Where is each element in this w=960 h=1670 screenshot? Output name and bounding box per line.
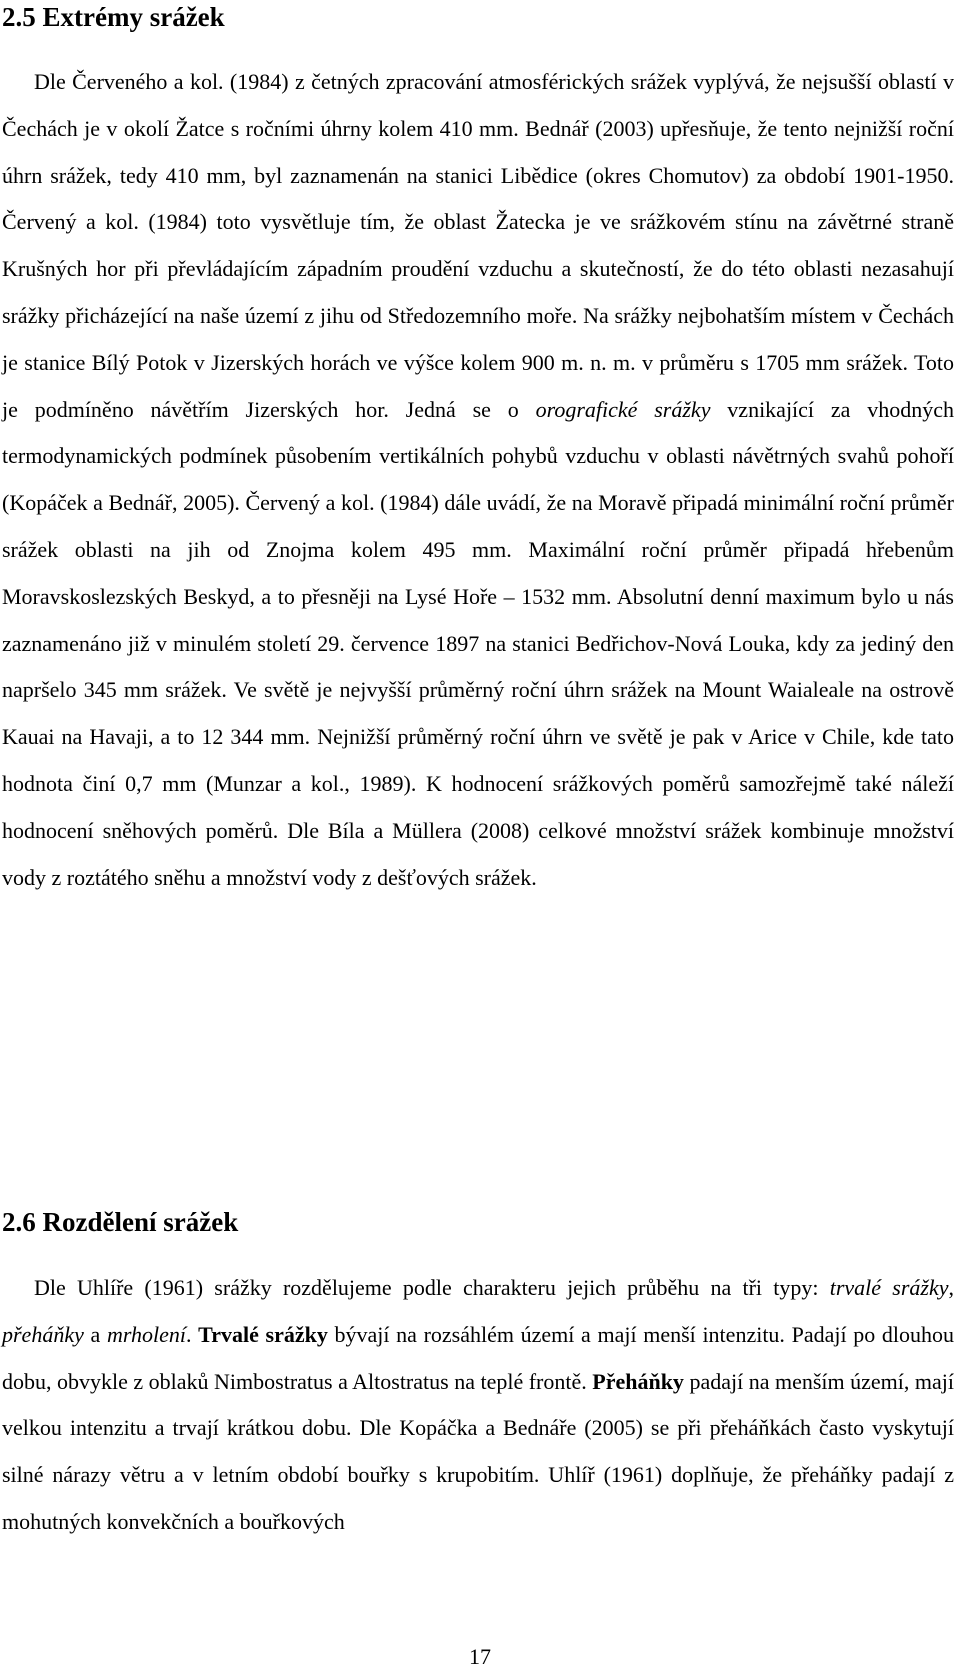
bold-term: Trvalé srážky [198,1321,328,1347]
body-paragraph [2,1265,954,1546]
paragraph-text: , [948,1275,954,1300]
paragraph-text: a [83,1321,107,1347]
paragraph-text: bývají na rozsáhlém území a mají menší intenzitu. Padají po dlouhou dobu, obvykle z oblaků Nimbostratus a Altostratus na teplé frontě. [2,1321,955,1394]
section-heading: 2.5 Extrémy srážek [2,2,225,32]
paragraph-text: vznikající za vhodných termodynamických podmínek působením vertikálních pohybů vzduchu v oblasti návětrných svahů pohoří (Kopáček a Bednář, 2005). Červený a kol. (1984) dále uvádí, že na Moravě připadá minimální roční průměr srážek oblasti na jih od Znojma kolem 495 mm. Maximální roční průměr připadá hřebenům Moravskoslezských Beskyd, a to přesněji na Lysé Hoře – 1532 mm. Absolutní denní maximum bylo u nás zaznamenáno již v minulém století 29. července 1897 na stanici Bedřichov-Nová Louka, kdy za jediný den napršelo 345 mm srážek. Ve světě je nejvyšší průměrný roční úhrn srážek na Mount Waialeale na ostrově Kauai na Havaji, a to 12 344 mm. Nejnižší průměrný roční úhrn ve světě je pak v Arice v Chile, kde tato hodnota činí 0,7 mm (Munzar a kol., 1989). K hodnocení srážkových poměrů samozřejmě také náleží hodnocení sněhových poměrů. Dle Bíla a Müllera (2008) celkové množství srážek kombinuje množství vody z roztátého sněhu a množství vody z dešťových srážek. [2,396,954,890]
page-number: 17 [469,1644,491,1669]
paragraph-text: padají na menším území, mají velkou intenzitu a trvají krátkou dobu. Dle Kopáčka a Bednáře (2005) se při přeháňkách často vyskytují silné nárazy větru a v letním období bouřky s krupobitím. Uhlíř (1961) doplňuje, že přeháňky padají z mohutných konvekčních a bouřkových [2,1368,954,1534]
italic-term: orografické srážky [535,396,711,422]
section-heading: 2.6 Rozdělení srážek [2,1207,239,1237]
paragraph-text: . [186,1321,199,1347]
paragraph-text: Dle Červeného a kol. (1984) z četných zpracování atmosférických srážek vyplývá, že nejsušší oblastí v Čechách je v okolí Žatce s ročními úhrny kolem 410 mm. Bednář (2003) upřesňuje, že tento nejnižší roční úhrn srážek, tedy 410 mm, byl zaznamenán na stanici Libědice (okres Chomutov) za období 1901-1950. Červený a kol. (1984) toto vysvětluje tím, že oblast Žatecka je ve srážkovém stínu na závětrné straně Krušných hor při převládajícím západním proudění vzduchu a skutečností, že do této oblasti nezasahují srážky přicházející na naše území z jihu od Středozemního moře. Na srážky nejbohatším místem v Čechách je stanice Bílý Potok v Jizerských horách ve výšce kolem 900 m. n. m. v průměru s 1705 mm srážek. Toto je podmíněno návětřím Jizerských hor. Jedná se o [2,69,954,422]
italic-term: mrholení [106,1321,186,1347]
italic-term: přeháňky [2,1321,84,1347]
italic-term: trvalé srážky [829,1275,949,1300]
body-paragraph [2,59,954,901]
paragraph-text: Dle Uhlíře (1961) srážky rozdělujeme podle charakteru jejich průběhu na tři typy: [34,1275,830,1300]
bold-term: Přeháňky [592,1368,684,1394]
